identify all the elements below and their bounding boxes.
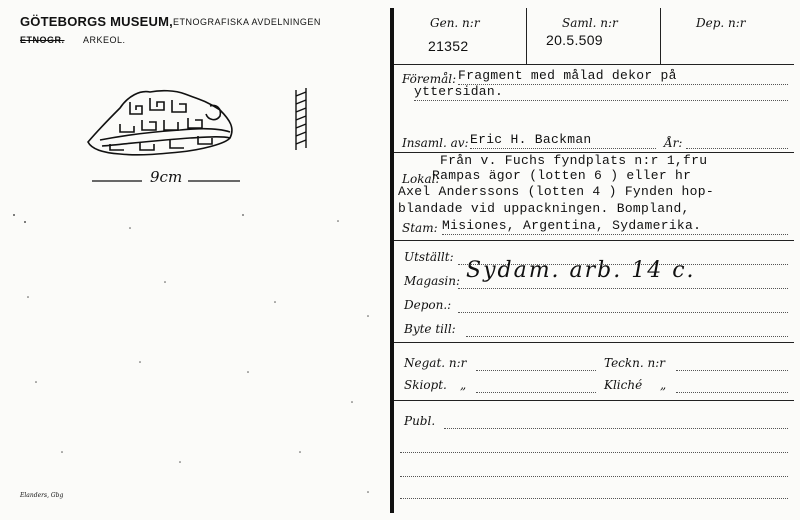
publication-dotline-2 bbox=[400, 452, 788, 453]
slide-label: Skiopt. bbox=[404, 378, 447, 392]
saml-nr-label: Saml. n:r bbox=[562, 16, 618, 30]
gen-nr-label: Gen. n:r bbox=[430, 16, 480, 30]
collector-value: Eric H. Backman bbox=[470, 132, 592, 147]
year-label: År: bbox=[664, 136, 683, 150]
rule-after-cliche bbox=[394, 400, 794, 401]
rule-after-exchange bbox=[394, 342, 794, 343]
publication-label: Publ. bbox=[404, 414, 436, 428]
cliche-ditto: „ bbox=[660, 378, 667, 392]
slide-ditto: „ bbox=[460, 378, 467, 392]
drawing-nr-label: Teckn. n:r bbox=[604, 356, 666, 370]
locality-line-2: Rampas ägor (lotten 6 ) eller hr bbox=[432, 168, 692, 183]
object-dotline-2 bbox=[414, 100, 788, 101]
tribe-dotline bbox=[442, 234, 788, 235]
year-dotline bbox=[686, 148, 788, 149]
struck-department: ETNOGR. bbox=[20, 35, 65, 45]
museum-name: GÖTEBORGS MUSEUM, bbox=[20, 14, 173, 29]
locality-line-3: Axel Anderssons (lotten 4 ) Fynden hop- bbox=[398, 184, 714, 199]
slide-dotline bbox=[476, 392, 596, 393]
storage-label: Magasin: bbox=[404, 274, 461, 288]
exhibited-label: Utställt: bbox=[404, 250, 454, 264]
object-label: Föremål: bbox=[402, 72, 457, 86]
collector-label: Insaml. av: bbox=[402, 136, 469, 150]
archaeology-label: ARKEOL. bbox=[83, 35, 126, 45]
department-name: ETNOGRAFISKA AVDELNINGEN bbox=[173, 17, 321, 27]
dep-nr-label: Dep. n:r bbox=[696, 16, 746, 30]
locality-line-4: blandade vid uppackningen. Bompland, bbox=[398, 201, 690, 216]
tribe-value: Misiones, Argentina, Sydamerika. bbox=[442, 218, 702, 233]
publication-dotline-1 bbox=[444, 428, 788, 429]
deposit-dotline bbox=[458, 312, 788, 313]
storage-handwritten: Sydam. arb. 14 c. bbox=[466, 258, 696, 283]
object-dotline-1 bbox=[458, 84, 788, 85]
card-divider bbox=[390, 8, 394, 513]
scale-label: 9cm bbox=[150, 168, 183, 186]
cliche-label: Kliché bbox=[604, 378, 643, 392]
negative-nr-label: Negat. n:r bbox=[404, 356, 467, 370]
storage-dotline bbox=[458, 288, 788, 289]
object-line-1: Fragment med målad dekor på bbox=[458, 68, 677, 83]
publication-dotline-3 bbox=[400, 476, 788, 477]
collector-dotline bbox=[470, 148, 656, 149]
deposit-label: Depon.: bbox=[404, 298, 452, 312]
negative-dotline bbox=[476, 370, 596, 371]
drawing-dotline bbox=[676, 370, 788, 371]
exchange-label: Byte till: bbox=[404, 322, 456, 336]
printer-imprint: Elanders, Gbg bbox=[20, 492, 64, 499]
exchange-dotline bbox=[466, 336, 788, 337]
locality-line-1: Från v. Fuchs fyndplats n:r 1,fru bbox=[440, 153, 708, 168]
publication-dotline-4 bbox=[400, 498, 788, 499]
header-divider-2 bbox=[660, 8, 661, 64]
saml-nr-value: 20.5.509 bbox=[546, 32, 603, 48]
tribe-label: Stam: bbox=[402, 221, 438, 235]
locality-label: Lokal: bbox=[402, 172, 440, 186]
cliche-dotline bbox=[676, 392, 788, 393]
fragment-sketch bbox=[80, 80, 330, 200]
rule-after-tribe bbox=[394, 240, 794, 241]
rule-after-numbers bbox=[394, 64, 794, 65]
header-divider-1 bbox=[526, 8, 527, 64]
gen-nr-value: 21352 bbox=[428, 38, 469, 54]
object-line-2: yttersidan. bbox=[414, 84, 504, 99]
